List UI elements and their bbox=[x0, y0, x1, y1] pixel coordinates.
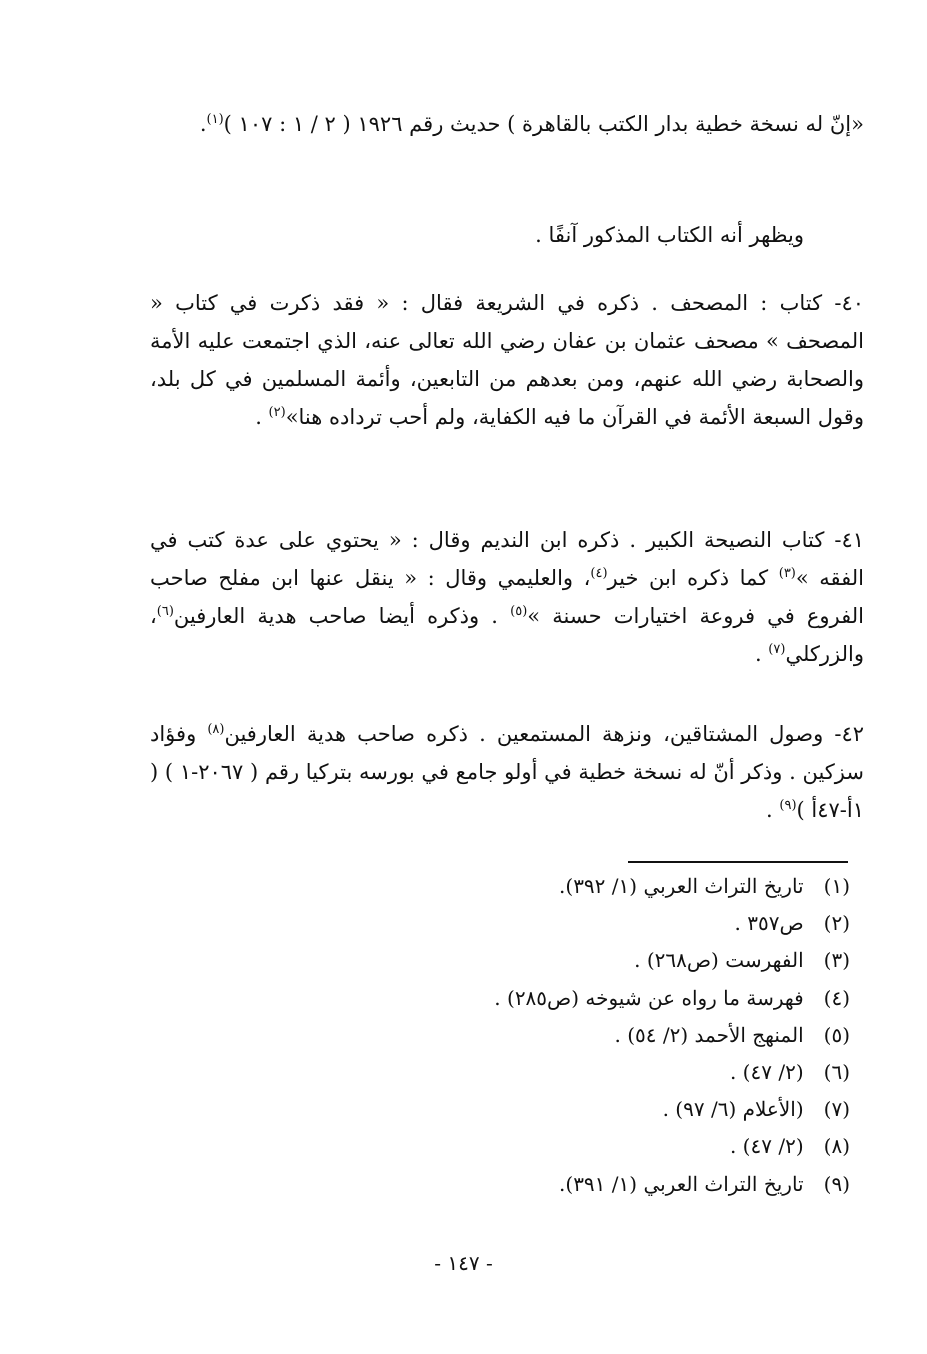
entry-41-text-e: ، والزركلي bbox=[150, 604, 864, 666]
footnote-ref: (٢) bbox=[268, 405, 286, 420]
footnote-item bbox=[330, 1054, 850, 1091]
entry-42-paragraph bbox=[150, 715, 864, 829]
footnote-number: (٨) bbox=[823, 1134, 850, 1159]
footnote-item bbox=[330, 868, 850, 905]
footnote-number: (٥) bbox=[823, 1022, 850, 1047]
page-number: - ١٤٧ - bbox=[434, 1251, 493, 1275]
footnote-text: تاريخ التراث العربي (١/ ٣٩١). bbox=[559, 1171, 804, 1196]
entry-41-text-a: ٤١- كتاب النصيحة الكبير . ذكره ابن النديم وقال : « يحتوي على عدة كتب في الفقه » bbox=[150, 528, 865, 590]
entry-41-end: . bbox=[754, 642, 769, 666]
entry-42-end: . bbox=[766, 798, 780, 822]
footnote-ref: (٥) bbox=[510, 604, 528, 619]
entry-40-paragraph bbox=[150, 284, 864, 436]
entry-40-text: ٤٠- كتاب : المصحف . ذكره في الشريعة فقال : « فقد ذكرت في كتاب « المصحف » مصحف عثمان بن عفان رضي الله تعالى عنه، الذي اجتمعت عليه الأمة والصحابة رضي الله عنهم، ومن بعدهم من التابعين، وأئمة المسلمين في كل بلد، وقول السبعة الأئمة في القرآن ما فيه الكفاية، ولم أحب ترداده هنا» bbox=[150, 291, 865, 429]
footnote-ref: (١) bbox=[206, 112, 224, 127]
footnote-item bbox=[330, 942, 850, 979]
intro-text: «إنّ له نسخة خطية بدار الكتب بالقاهرة ) حديث رقم ١٩٢٦ ( ٢ / ١ : ١٠٧ ) bbox=[223, 112, 864, 136]
footnote-ref: (٧) bbox=[768, 642, 786, 657]
footnote-item bbox=[330, 1017, 850, 1054]
entry-40-end: . bbox=[255, 405, 269, 429]
footnote-item bbox=[330, 1091, 850, 1128]
note-text: ويظهر أنه الكتاب المذكور آنفًا . bbox=[535, 223, 804, 247]
footnote-number: (٢) bbox=[823, 911, 850, 936]
footnote-ref: (٨) bbox=[207, 722, 225, 737]
footnote-number: (٤) bbox=[823, 985, 850, 1010]
footnote-text: تاريخ التراث العربي (١/ ٣٩٢). bbox=[559, 874, 804, 898]
footnote-text: (٢/ ٤٧) . bbox=[729, 1134, 804, 1159]
footnote-item bbox=[330, 1166, 850, 1203]
entry-41-text-c: ، والعليمي وقال : « ينقل عنها ابن مفلح صاحب الفروع في فروعة اختيارات حسنة » bbox=[150, 566, 864, 628]
footnote-text: ص٣٥٧ . bbox=[734, 911, 804, 936]
footnote-text: فهرسة ما رواه عن شيوخه (ص٢٨٥) . bbox=[494, 985, 804, 1010]
entry-41-text-b: كما ذكره ابن خير bbox=[607, 566, 779, 590]
entry-41-text-d: . وذكره أيضا صاحب هدية العارفين bbox=[173, 604, 511, 628]
footnote-number: (٦) bbox=[823, 1060, 850, 1085]
footnote-number: (٧) bbox=[823, 1097, 850, 1122]
note-paragraph bbox=[150, 216, 864, 254]
footnotes-list bbox=[330, 868, 850, 1203]
footnote-ref: (٣) bbox=[778, 566, 796, 581]
footnote-item bbox=[330, 980, 850, 1017]
footnote-number: (١) bbox=[823, 874, 850, 898]
footnote-text: (٢/ ٤٧) . bbox=[729, 1060, 804, 1085]
footnote-item bbox=[330, 905, 850, 942]
intro-end: . bbox=[199, 112, 207, 136]
entry-42-text-a: ٤٢- وصول المشتاقين، ونزهة المستمعين . ذكره صاحب هدية العارفين bbox=[224, 722, 865, 746]
footnote-ref: (٦) bbox=[156, 604, 174, 619]
intro-paragraph bbox=[150, 105, 864, 143]
footnote-separator bbox=[628, 861, 848, 863]
footnote-ref: (٩) bbox=[779, 798, 797, 813]
footnote-item bbox=[330, 1128, 850, 1165]
entry-42-text-b: وفؤاد سزكين . وذكر أنّ له نسخة خطية في أولو جامع في بورسه بتركيا رقم ( ٢٠٦٧-١ ) ( ١أ-٤٧أ ) bbox=[150, 722, 864, 822]
footnote-text: المنهج الأحمد (٢/ ٥٤) . bbox=[614, 1022, 804, 1047]
footnote-number: (٣) bbox=[823, 948, 850, 973]
footnote-text: الفهرست (ص٢٦٨) . bbox=[634, 948, 804, 973]
footnote-text: (الأعلام (٦/ ٩٧) . bbox=[662, 1097, 804, 1122]
entry-41-paragraph bbox=[150, 521, 864, 673]
footnote-number: (٩) bbox=[823, 1171, 850, 1196]
footnote-ref: (٤) bbox=[590, 566, 608, 581]
